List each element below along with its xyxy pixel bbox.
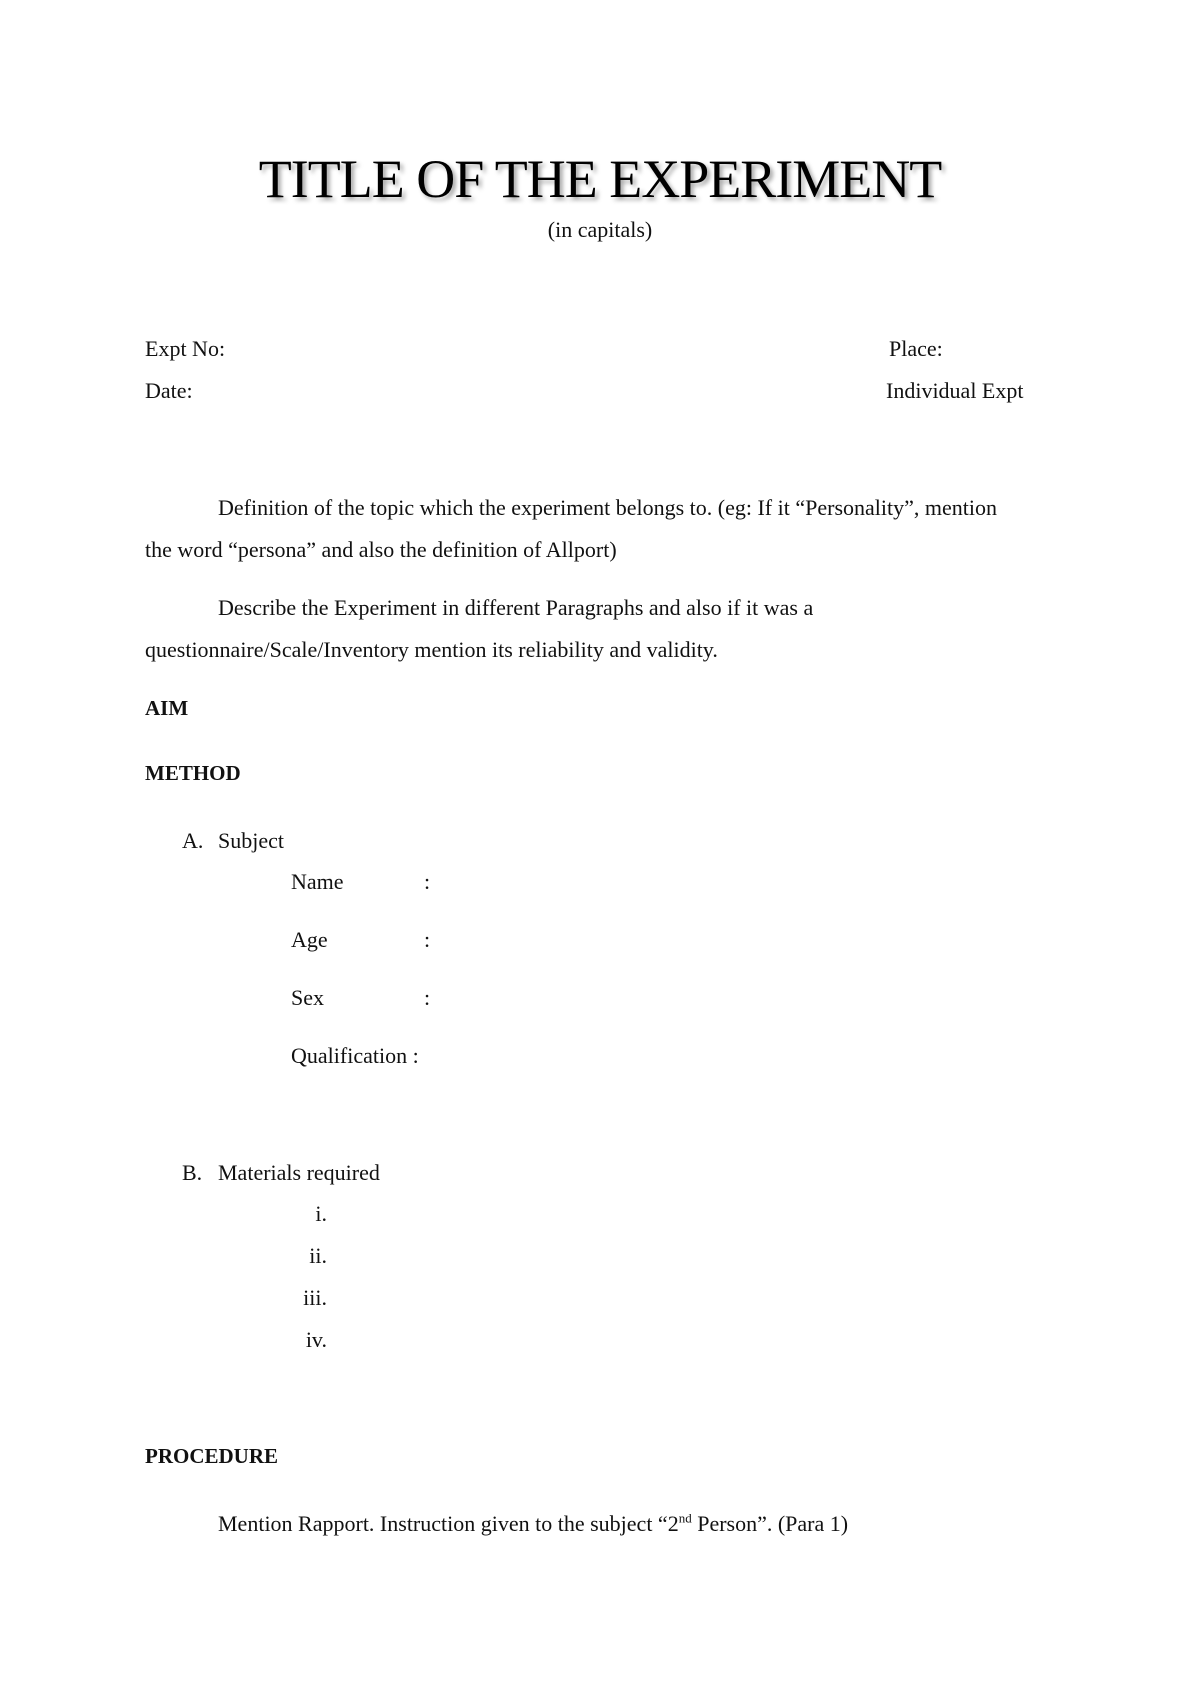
subject-label: Subject	[218, 828, 284, 853]
materials-item: i.	[315, 1201, 327, 1226]
subject-marker: A.	[182, 828, 204, 853]
date-label: Date:	[145, 378, 193, 403]
superscript-nd: nd	[678, 1510, 692, 1526]
aim-heading: AIM	[145, 696, 189, 720]
method-heading: METHOD	[145, 761, 241, 785]
procedure-paragraph: Mention Rapport. Instruction given to the subject “2nd Person”. (Para 1)	[218, 1510, 849, 1536]
materials-marker: B.	[182, 1160, 203, 1185]
subject-field-name	[291, 869, 430, 895]
field-colon: :	[412, 1043, 419, 1068]
intro-paragraph-2: Describe the Experiment in different Paragraphs and also if it was a questionnaire/Scale/Inventory mention its reliability and validity.	[145, 595, 814, 662]
document-title: TITLE OF THE EXPERIMENT	[258, 149, 942, 209]
materials-label: Materials required	[218, 1160, 380, 1185]
document-subtitle: (in capitals)	[547, 217, 653, 242]
individual-expt-label: Individual Expt	[886, 378, 1024, 403]
materials-item: ii.	[309, 1243, 327, 1268]
field-label: Qualification	[291, 1043, 408, 1068]
field-label: Name	[291, 869, 344, 894]
subject-field-age	[291, 927, 430, 953]
field-colon: :	[424, 985, 431, 1010]
expt-no-label: Expt No:	[145, 336, 226, 361]
intro-paragraph-1: Definition of the topic which the experiment belongs to. (eg: If it “Personality”, mention the word “persona” and also the definition of Allport)	[145, 495, 997, 562]
place-label: Place:	[889, 336, 943, 361]
materials-item: iv.	[305, 1327, 327, 1352]
field-colon: :	[424, 927, 431, 952]
field-colon: :	[424, 869, 431, 894]
materials-item: iii.	[303, 1285, 327, 1310]
subject-field-sex	[291, 985, 430, 1011]
procedure-heading: PROCEDURE	[145, 1444, 279, 1468]
subject-field-qualification	[291, 1043, 419, 1069]
field-label: Sex	[291, 985, 324, 1010]
field-label: Age	[291, 927, 328, 952]
